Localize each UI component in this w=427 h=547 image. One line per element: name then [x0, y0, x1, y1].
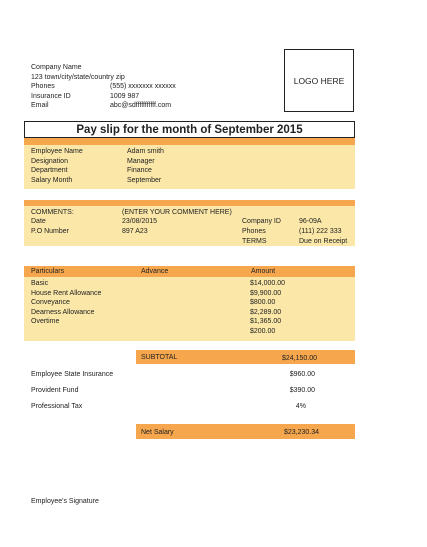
- particular-conveyance: Conveyance: [31, 299, 70, 306]
- net-salary-label: Net Salary: [141, 428, 174, 436]
- designation-row: [31, 157, 155, 167]
- subtotal-value: $24,150.00: [282, 355, 318, 362]
- salary-month-label: Salary Month: [31, 176, 73, 184]
- logo-placeholder: LOGO HERE: [284, 49, 354, 112]
- subtotal-label: SUBTOTAL: [141, 354, 178, 361]
- employee-header-bar: [24, 138, 355, 145]
- deduction-tax-label: Professional Tax: [31, 403, 83, 410]
- amount-basic: $14,000.00: [250, 280, 286, 287]
- company-phones-value: (555) xxxxxxx xxxxxx: [110, 83, 176, 90]
- particular-dearness: Dearness Allowance: [31, 308, 95, 316]
- amount-overtime: $1,365.00: [250, 318, 282, 325]
- department-label: Department: [31, 167, 68, 174]
- amount-header: Amount: [251, 268, 276, 275]
- deduction-esi-label: Employee State Insurance: [31, 371, 114, 378]
- comments-value[interactable]: (ENTER YOUR COMMENT HERE): [122, 209, 232, 216]
- po-number-value: 897 A23: [122, 228, 148, 235]
- company-insurance-value: 1009 987: [110, 92, 140, 100]
- designation-value: Manager: [127, 157, 155, 165]
- company-name: Company Name: [31, 64, 82, 71]
- date-label: Date: [31, 218, 46, 225]
- advance-header: Advance: [141, 268, 169, 275]
- company-address: 123 town/city/state/country zip: [31, 73, 125, 81]
- particular-basic: Basic: [31, 280, 49, 287]
- salary-month-value: September: [127, 176, 162, 184]
- employee-name-label: Employee Name: [31, 148, 83, 155]
- page-title: Pay slip for the month of September 2015: [24, 121, 355, 138]
- particulars-header: Particulars: [31, 268, 65, 275]
- company-id-label: Company ID: [242, 218, 281, 225]
- phones-label: Phones: [242, 228, 266, 235]
- po-number-label: P.O Number: [31, 228, 69, 235]
- company-insurance-label: Insurance ID: [31, 92, 71, 100]
- company-email-value: abc@sdfffffffffff.com: [110, 102, 172, 109]
- company-id-value: 96-09A: [299, 218, 322, 225]
- terms-label: TERMS: [242, 237, 267, 245]
- employee-details: [24, 145, 355, 189]
- comments-details: [24, 206, 355, 246]
- comments-label: COMMENTS:: [31, 209, 74, 216]
- salary-month-row: [31, 176, 162, 186]
- designation-label: Designation: [31, 157, 68, 165]
- particular-hra: House Rent Allowance: [31, 289, 102, 297]
- amount-conveyance: $800.00: [250, 299, 276, 306]
- deduction-tax-value: 4%: [295, 403, 306, 410]
- particulars-header-bar: [24, 266, 355, 277]
- employee-name-row: [31, 147, 164, 157]
- department-value: Finance: [127, 167, 152, 174]
- net-salary-value: $23,230.34: [284, 428, 320, 436]
- date-value: 23/08/2015: [122, 218, 158, 225]
- deduction-pf-value: $390.00: [289, 387, 315, 394]
- deduction-pf-label: Provident Fund: [31, 387, 79, 394]
- particular-overtime: Overtime: [31, 318, 60, 325]
- deduction-esi-value: $960.00: [289, 371, 315, 378]
- company-phones-label: Phones: [31, 83, 55, 90]
- amount-other: $200.00: [250, 327, 276, 335]
- amount-hra: $9,900.00: [250, 289, 282, 297]
- terms-value: Due on Receipt: [299, 237, 348, 245]
- employee-signature-label: Employee's Signature: [31, 498, 99, 505]
- company-email-label: Email: [31, 102, 49, 109]
- employee-name-value: Adam smith: [127, 148, 164, 155]
- department-row: [31, 166, 152, 176]
- amount-dearness: $2,289.00: [250, 308, 282, 316]
- phones-value: (111) 222 333: [299, 228, 342, 235]
